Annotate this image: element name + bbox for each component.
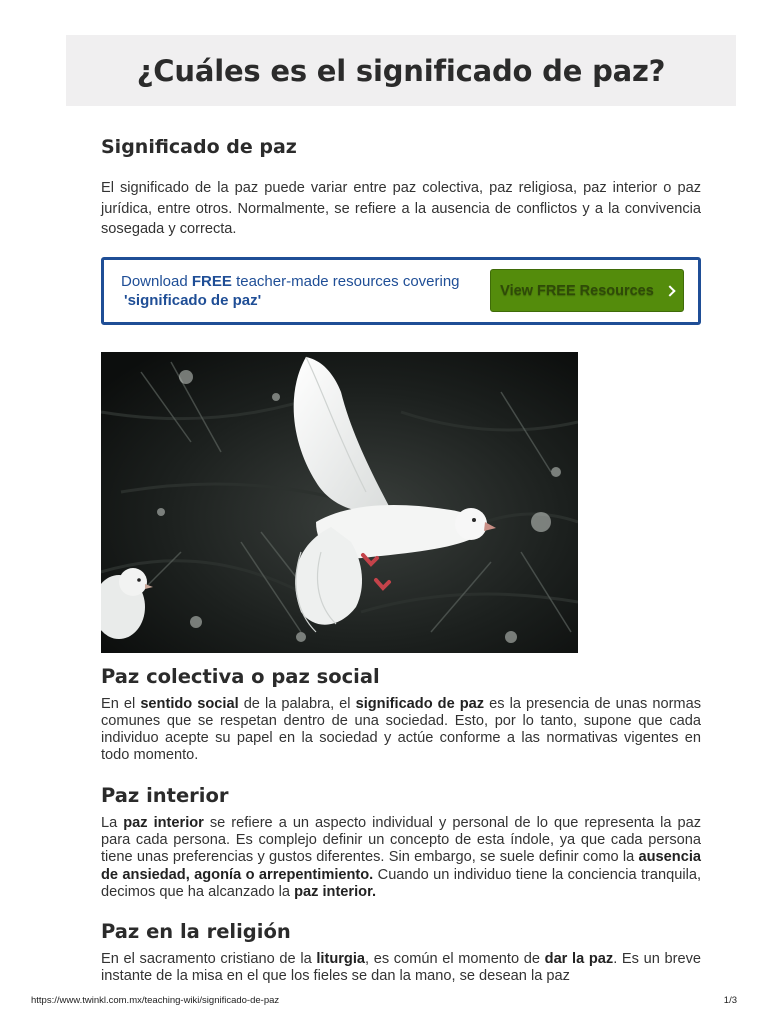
title-banner: [66, 35, 736, 106]
bold-text-run: sentido social: [140, 695, 239, 712]
text-run: de la palabra, el: [238, 695, 356, 712]
page-title: ¿Cuáles es el significado de paz?: [136, 53, 666, 88]
intro-paragraph: El significado de la paz puede variar entre paz colectiva, paz religiosa, paz interior o paz jurídica, entre otros. Normalmente, se refiere a la ausencia de conflictos y a la convivencia sosegada y correcta.: [101, 180, 701, 237]
text-run: Cuando un individuo tiene la conciencia tranquila, decimos que ha alcanzado la: [101, 866, 702, 900]
text-run: es la presencia de unas normas comunes que se respetan dentro de una sociedad. Esto, por lo tanto, supone que cada individuo acepte su papel en la sociedad y actúe conforme a las normativas vigentes en todo momento.: [101, 695, 701, 764]
bold-text-run: paz interior: [123, 814, 204, 831]
bold-text-run: liturgia: [316, 951, 365, 968]
callout-rest-text: teacher-made resources covering: [236, 272, 460, 290]
footer-url: https://www.twinkl.com.mx/teaching-wiki/significado-de-paz: [31, 995, 280, 1006]
section-heading-paz-colectiva: Paz colectiva o paz social: [101, 664, 380, 688]
text-run: , es común el momento de: [365, 951, 545, 968]
text-run: En el sacramento cristiano de la: [101, 951, 317, 968]
footer-page-number: 1/3: [723, 995, 737, 1006]
bold-text-run: paz interior.: [294, 883, 376, 900]
text-run: La: [101, 814, 124, 831]
text-run: En el: [101, 695, 141, 712]
callout-download-word: Download: [121, 272, 188, 290]
section-heading-paz-religion: Paz en la religión: [101, 920, 291, 944]
article-content: [101, 133, 701, 986]
callout-text: [121, 272, 490, 310]
bold-text-run: ausencia de ansiedad, agonía o arrepentimiento.: [101, 849, 701, 883]
white-dove-photo: [101, 352, 578, 653]
paragraph-paz-colectiva: [101, 696, 701, 765]
bold-text-run: significado de paz: [355, 695, 485, 712]
chevron-right-icon: [664, 285, 675, 296]
paragraph-paz-interior: [101, 815, 701, 901]
section-heading-significado: Significado de paz: [101, 136, 297, 158]
callout-topic: 'significado de paz': [124, 291, 262, 309]
text-run: . Es un breve instante de la misa en el que los fieles se dan la mano, se desean la paz: [101, 951, 701, 985]
text-run: se refiere a un aspecto individual y personal de lo que representa la paz para cada persona. Es complejo definir un concepto de esta índole, ya que cada persona tiene unas preferencias y gustos diferentes. Sin embargo, se suele definir como la: [101, 814, 702, 866]
view-free-resources-label: View FREE Resources: [500, 282, 654, 299]
bold-text-run: dar la paz: [544, 951, 614, 968]
callout-free-word: FREE: [191, 272, 232, 290]
view-free-resources-button[interactable]: [490, 269, 684, 312]
section-heading-paz-interior: Paz interior: [101, 783, 229, 807]
resources-callout: [101, 257, 701, 325]
paragraph-paz-religion: [101, 951, 701, 986]
